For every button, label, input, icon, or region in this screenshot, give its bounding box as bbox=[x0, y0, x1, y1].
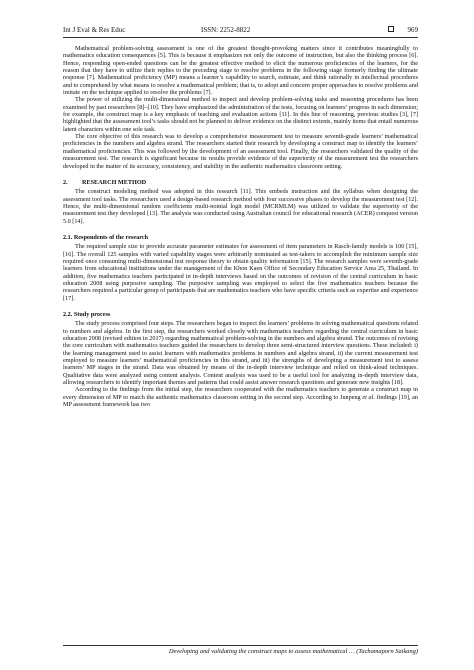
study-process-paragraph-1: The study process comprised four steps. The researchers began to inspect the learners’ problems in solving mathematical questions related to numbers and algebra. In the first step, the researchers worked closely with mathematics teachers regarding the central curriculum in basic education 2008 (revised edition in 2017) regarding mathematical problem-solving in the numbers and algebra strand. The outcomes of revising the core curriculum with mathematics teachers guided the researchers to develop three semi-structured interview questions. These included: i) the learning management used to assist learners with mathematics problems in numbers and algebra strand, ii) the current measurement test employed to measure learners’ mathematical proficiencies in this strand, and iii) the strengths of developing a measurement test to assess learners’ MP stages in the strand. Data was obtained by means of the in-depth interview technique and relied on think-aloud techniques. Qualitative data were analyzed using content analysis. Content analysis was used to be a useful tool for analyzing in-depth interview data, allowing researchers to identify important themes and patterns that could assist answer research questions and generate new insights [18]. bbox=[63, 320, 418, 387]
respondents-paragraph: The required sample size to provide accurate parameter estimates for assessment of item parameters in Rasch-family models is 100 [15], [16]. The overall 125 samples with varied capability stages were arbitrarily nominated as test-takers to accomplish the minimum sample size required once consuming multi-dimensional test response theory to obtain quality information [15]. The research samples were seventh-grade learners from educational institutions under the management of the Khon Kaen Office of Secondary Education Service Area 25, Thailand. In addition, five mathematics teachers participated in in-depth interviews based on the outcomes of revision of the central curriculum in basic education 2008 using purposive sampling. The purposive sampling was employed to select the five mathematics teachers because the researchers required a particular group of participants that are mathematics teachers who have specific criteria such as expertise and experience [17]. bbox=[63, 243, 418, 302]
running-footer: Developing and validating the construct maps to assess mathematical … (Tachamaporn Saikang) bbox=[168, 648, 418, 655]
checkbox-icon bbox=[388, 26, 394, 32]
journal-name: Int J Eval & Res Educ bbox=[63, 26, 126, 34]
footer-rule bbox=[63, 645, 418, 646]
section-paragraph: The construct modeling method was adopted in this research [11]. This embeds instruction and the syllabus when designing the assessment tool tasks. The researchers used a design-based research method with four successive phases to develop the measurement test [12]. Hence, the multi-dimensional random coefficients multi-nomial logit model (MCRMLM) was utilized to validate the superiority of the measurement test they developed [13]. The analysis was conducted using Australian council for educational research (ACER) conquest version 5.0 [14]. bbox=[63, 188, 418, 225]
study-process-paragraph-2: According to the findings from the initial step, the researchers cooperated with the mathematics teachers to generate a construct map in every dimension of MP to match the authentic mathematics classroom setting in the second step. According to Junpeng et al. findings [19], an MP assessment framework has two bbox=[63, 386, 418, 409]
subsection-heading-study-process: 2.2. Study process bbox=[63, 311, 111, 318]
section-number: 2. bbox=[63, 178, 68, 186]
intro-paragraph-3: The core objective of this research was to develop a comprehensive measurement test to measure seventh-grade learners’ mathematical proficiencies in the numbers and algebra strand. The researchers started their research by developing a construct map to identify the learners’ mathematical proficiencies. This was followed by the development of an assessment tool. Finally, the researchers validated the quality of the measurement test. The research is significant because its results provide evidence of the superiority of the measurement test the researchers developed in the matter of its accuracy, consistency, and stability in the authentic mathematics classroom setting. bbox=[63, 133, 418, 170]
page-number: 969 bbox=[407, 26, 418, 34]
main-text bbox=[63, 45, 418, 408]
intro-paragraph-1: Mathematical problem-solving assessment is one of the greatest thought-provoking matters since it contributes meaningfully to mathematics education consequences [5]. This is because it emphasizes not only the outcome of instruction, but also the thinking process [6]. Hence, responding open-ended questions can be the greatest effective method to elicit the numerous proficiencies of the learners, for the reason that they have to utilize their replies to the preceding stage to resolve problems in the following stage formerly finding the ultimate response [7]. Mathematical proficiency (MP) means a learner’s capability to search, estimate, and think rationally in intellectual procedures and to comprehend by what means to resolve a mathematical problem; that is, to adopt and concern proper approaches to resolve problems and imitate on the technique applied to resolve the problems [7]. bbox=[63, 45, 418, 97]
section-title: RESEARCH METHOD bbox=[82, 178, 147, 186]
header-rule bbox=[63, 37, 418, 38]
section-heading bbox=[63, 179, 418, 186]
issn: ISSN: 2252-8822 bbox=[201, 26, 251, 34]
subsection-heading-respondents: 2.1. Respondents of the research bbox=[63, 233, 149, 241]
running-header bbox=[63, 24, 418, 36]
intro-paragraph-2: The power of utilizing the multi-dimensional method to inspect and develop problem-solving tasks and reasoning procedures has been examined by past researchers [8]–[10]. They have emphasized the administration of the tests, focusing on learners’ progress in each dimension; for example, the construct map is a key emphasis of teaching and evaluation actions [11]. In this line of reasoning, previous studies [3], [7] highlighted that the assessment tool’s tasks should not be planned to deliver evidence on the distinct extents, mainly items that entail numerous latent characters within one sole task. bbox=[63, 96, 418, 133]
et-al-italic: et al. bbox=[362, 393, 375, 401]
